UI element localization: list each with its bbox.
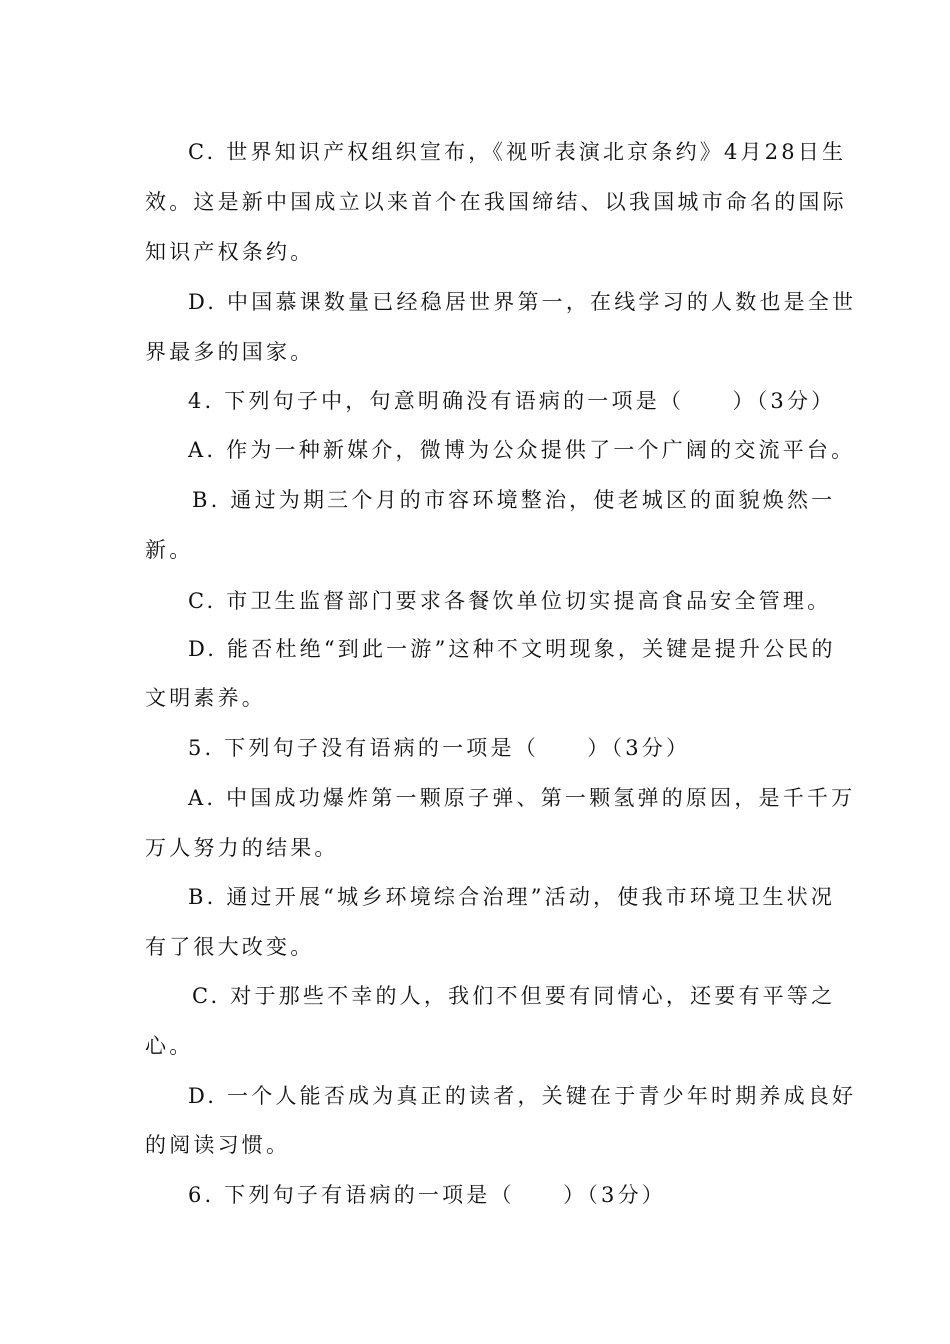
q4-option-b-line2: 新。 [145, 538, 194, 562]
q4-option-b-line1: B. 通过为期三个月的市容环境整治，使老城区的面貌焕然一 [192, 488, 836, 512]
q5-option-a-line2: 万人努力的结果。 [145, 836, 339, 860]
q6-stem: 6. 下列句子有语病的一项是（ ）（3分） [188, 1183, 666, 1207]
q5-option-c-line2: 心。 [145, 1034, 194, 1058]
q4-option-a: A. 作为一种新媒介，微博为公众提供了一个广阔的交流平台。 [188, 438, 856, 462]
q3-option-c-line1: C. 世界知识产权组织宣布，《视听表演北京条约》4月28日生 [188, 140, 847, 164]
q5-option-b-line2: 有了很大改变。 [145, 935, 315, 959]
q5-option-d-line1: D. 一个人能否成为真正的读者，关键在于青少年时期养成良好 [188, 1084, 857, 1108]
q5-option-b-line1: B. 通过开展“城乡环境综合治理”活动，使我市环境卫生状况 [188, 885, 836, 909]
q5-option-a-line1: A. 中国成功爆炸第一颗原子弹、第一颗氢弹的原因，是千千万 [188, 786, 856, 810]
q3-option-d-line1: D. 中国慕课数量已经稳居世界第一，在线学习的人数也是全世 [188, 290, 857, 314]
q5-stem: 5. 下列句子没有语病的一项是（ ）（3分） [188, 736, 691, 760]
q5-option-d-line2: 的阅读习惯。 [145, 1133, 291, 1157]
q3-option-c-line2: 效。这是新中国成立以来首个在我国缔结、以我国城市命名的国际 [145, 190, 847, 214]
q5-option-c-line1: C. 对于那些不幸的人，我们不但要有同情心，还要有平等之 [192, 984, 836, 1008]
q3-option-c-line3: 知识产权条约。 [145, 240, 315, 264]
q3-option-d-line2: 界最多的国家。 [145, 340, 315, 364]
q4-stem: 4. 下列句子中，句意明确没有语病的一项是（ ）（3分） [188, 389, 836, 413]
q4-option-c: C. 市卫生监督部门要求各餐饮单位切实提高食品安全管理。 [188, 589, 832, 613]
q4-option-d-line1: D. 能否杜绝“到此一游”这种不文明现象，关键是提升公民的 [188, 637, 836, 661]
q4-option-d-line2: 文明素养。 [145, 686, 266, 710]
